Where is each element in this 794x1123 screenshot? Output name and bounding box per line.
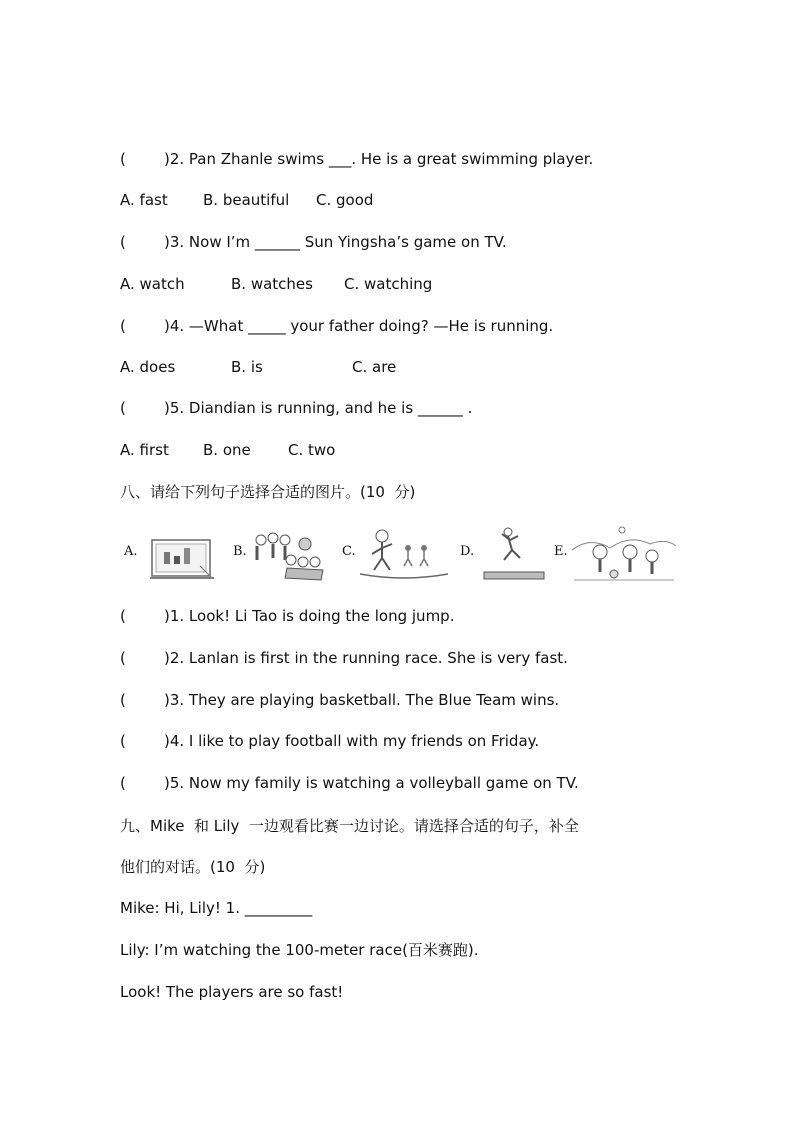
section-8-item-1: ( )1. Look! Li Tao is doing the long jump. <box>120 607 455 625</box>
question-3: ( )3. Now I’m ______ Sun Yingsha’s game on TV. <box>120 233 507 251</box>
option-c: C. good <box>316 191 374 209</box>
question-5: ( )5. Diandian is running, and he is ______ . <box>120 399 473 417</box>
dialogue-line-2: Lily: I’m watching the 100-meter race(百米赛跑). <box>120 941 479 959</box>
section-8-title: 八、请给下列句子选择合适的图片。(10 分) <box>120 483 416 501</box>
option-c: C. watching <box>344 275 433 293</box>
section-8-item-4: ( )4. I like to play football with my friends on Friday. <box>120 732 540 750</box>
question-4: ( )4. —What _____ your father doing? —He is running. <box>120 317 554 335</box>
option-b: B. one <box>203 441 251 459</box>
option-a: A. does <box>120 358 176 376</box>
option-a: A. fast <box>120 191 168 209</box>
option-c: C. two <box>288 441 336 459</box>
picture-e <box>554 526 680 584</box>
tv-sport-scene-icon <box>150 526 215 584</box>
picture-d <box>460 526 560 584</box>
option-b: B. watches <box>231 275 313 293</box>
section-9-title-cont: 他们的对话。(10 分) <box>120 858 266 876</box>
picture-b-label: B. <box>233 544 247 559</box>
option-a: A. watch <box>120 275 185 293</box>
picture-c <box>342 526 452 584</box>
picture-a-label: A. <box>124 544 138 559</box>
section-8-item-2: ( )2. Lanlan is first in the running race. She is very fast. <box>120 649 568 667</box>
picture-e-label: E. <box>554 544 568 559</box>
football-friends-scene-icon <box>570 526 678 584</box>
option-b: B. beautiful <box>203 191 290 209</box>
picture-row <box>120 526 680 584</box>
question-2: ( )2. Pan Zhanle swims ___. He is a great swimming player. <box>120 150 594 168</box>
picture-b <box>233 526 333 584</box>
dialogue-line-1: Mike: Hi, Lily! 1. _________ <box>120 899 313 917</box>
picture-c-label: C. <box>342 544 356 559</box>
dialogue-line-3: Look! The players are so fast! <box>120 983 344 1001</box>
option-b: B. is <box>231 358 263 376</box>
running-race-scene-icon <box>360 526 448 584</box>
picture-d-label: D. <box>460 544 475 559</box>
section-9-title: 九、Mike 和 Lily 一边观看比赛一边讨论。请选择合适的句子，补全 <box>120 817 579 835</box>
option-a: A. first <box>120 441 169 459</box>
picture-a <box>120 526 220 584</box>
basketball-team-scene-icon <box>251 526 331 584</box>
long-jump-scene-icon <box>480 526 550 584</box>
option-c: C. are <box>352 358 397 376</box>
section-8-item-3: ( )3. They are playing basketball. The Blue Team wins. <box>120 691 560 709</box>
section-8-item-5: ( )5. Now my family is watching a volleyball game on TV. <box>120 774 579 792</box>
